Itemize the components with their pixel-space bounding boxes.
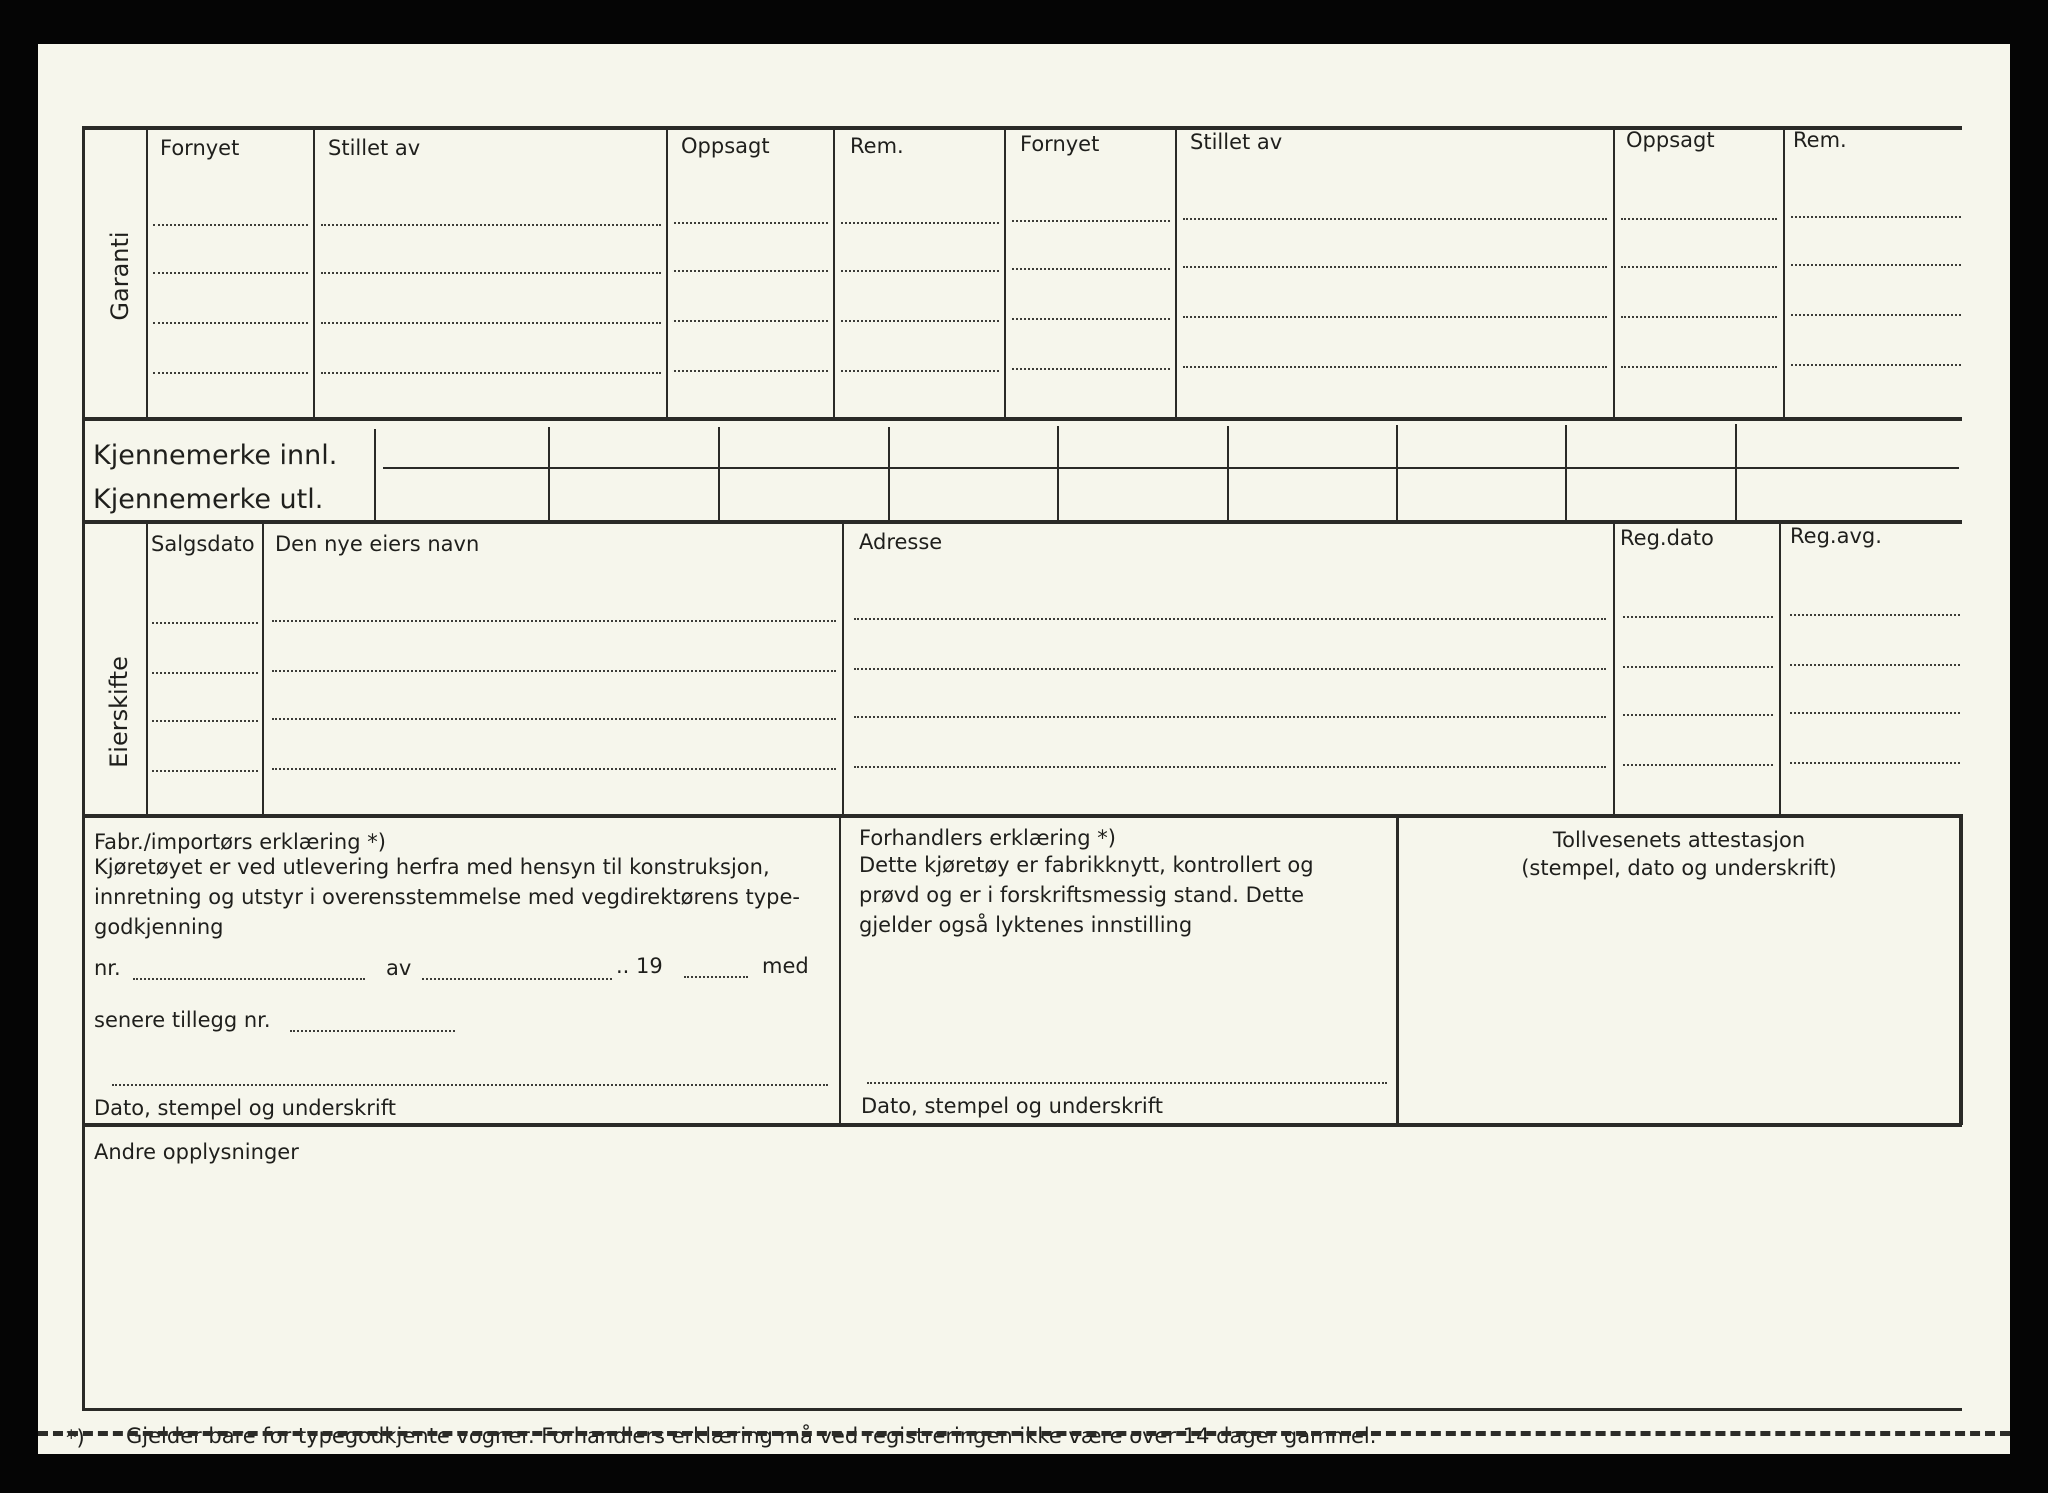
fabr-year-label: .. 19 (616, 954, 663, 978)
fabr-heading: Fabr./importørs erklæring *) (94, 830, 386, 854)
fabr-body-line: godkjenning (94, 915, 224, 939)
toll-heading: Tollvesenets attestasjon (1552, 828, 1806, 852)
eierskifte-col-salgsdato: Salgsdato (151, 532, 255, 556)
garanti-col-fornyet-1: Fornyet (160, 136, 240, 160)
toll-subheading: (stempel, dato og underskrift) (1521, 856, 1837, 880)
eierskifte-col-navn: Den nye eiers navn (275, 532, 480, 556)
forhandler-heading: Forhandlers erklæring *) (859, 826, 1116, 850)
fabr-med-label: med (762, 954, 809, 978)
forhandler-signature-label: Dato, stempel og underskrift (861, 1094, 1163, 1118)
fabr-tillegg-label: senere tillegg nr. (94, 1008, 271, 1032)
forhandler-body-line: Dette kjøretøy er fabrikknytt, kontrollert og (859, 853, 1314, 877)
garanti-col-rem-2: Rem. (1793, 128, 1847, 152)
garanti-col-stillet-av-2: Stillet av (1190, 130, 1283, 154)
kjennemerke-utl-label: Kjennemerke utl. (93, 484, 324, 515)
fabr-body-line: innretning og utstyr i overensstemmelse med vegdirektørens type- (94, 885, 800, 909)
footnote-marker: *) (66, 1426, 85, 1450)
kjennemerke-innl-label: Kjennemerke innl. (93, 440, 338, 471)
eierskifte-col-reg-dato: Reg.dato (1620, 526, 1714, 550)
registration-card-back (38, 44, 2010, 1454)
fabr-av-label: av (386, 956, 412, 980)
garanti-col-rem-1: Rem. (850, 134, 904, 158)
eierskifte-side-label: Eierskifte (105, 656, 133, 768)
perforated-edge (38, 1431, 2010, 1436)
andre-label: Andre opplysninger (94, 1140, 299, 1164)
garanti-side-label: Garanti (106, 231, 134, 321)
forhandler-body-line: gjelder også lyktenes innstilling (859, 913, 1193, 937)
eierskifte-col-reg-avg: Reg.avg. (1790, 524, 1882, 548)
forhandler-body-line: prøvd og er i forskriftsmessig stand. Dette (859, 883, 1305, 907)
eierskifte-col-adresse: Adresse (859, 530, 943, 554)
garanti-col-stillet-av-1: Stillet av (328, 136, 421, 160)
garanti-col-oppsagt-2: Oppsagt (1626, 128, 1715, 152)
garanti-col-fornyet-2: Fornyet (1020, 132, 1100, 156)
fabr-nr-label: nr. (94, 956, 121, 980)
garanti-col-oppsagt-1: Oppsagt (681, 134, 770, 158)
fabr-signature-label: Dato, stempel og underskrift (94, 1096, 396, 1120)
footnote-text: Gjelder bare for typegodkjente vogner. Forhandlers erklæring må ved registreringen ikke være over 14 dager gammel. (126, 1424, 1377, 1448)
fabr-body-line: Kjøretøyet er ved utlevering herfra med hensyn til konstruksjon, (94, 855, 770, 879)
